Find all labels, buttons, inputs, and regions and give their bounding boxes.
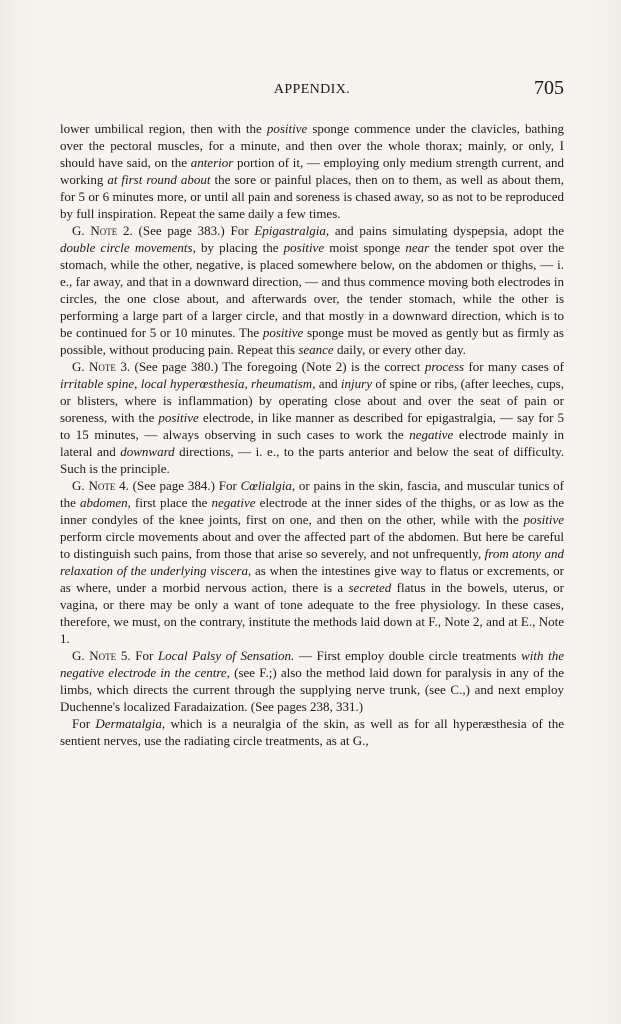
- text-run: For: [72, 716, 96, 731]
- text-run: 5. For: [116, 648, 158, 663]
- text-run: moist sponge: [324, 240, 406, 255]
- text-run: negative: [409, 427, 454, 442]
- text-run: of spine or ribs, (after leeches, cups, or blisters, where is inflammation) by operating close about and over the seat of pain or soreness, with the: [60, 376, 564, 425]
- text-run: secreted: [348, 580, 392, 595]
- text-run: process: [424, 359, 465, 374]
- text-run: anterior: [190, 155, 234, 170]
- text-run: sponge must be moved as gently but as firmly as possible, without producing pain. Repeat this: [60, 325, 564, 357]
- text-run: electrode mainly in lateral and: [60, 427, 564, 459]
- text-run: perform circle movements about and over the affected part of the abdomen. But here be careful to distinguish such pains, from those that arise so severely, and not unfrequently,: [60, 529, 564, 561]
- text-run: near: [405, 240, 430, 255]
- text-run: at first round about: [107, 172, 211, 187]
- text-run: the tender spot over the stomach, while the other, negative, is placed somewhere below, on the abdomen or thighs, — i. e., far away, and that in a downward direction, — and thus commence moving both electrodes in circles, the one close about, and afterwards over, the tender stomach, while the other is performing a large part of a larger circle, and that mostly in a downward direction, which is to be continued for 5 or 10 minutes. The: [60, 240, 565, 340]
- text-run: lower umbilical region, then with the: [60, 121, 267, 136]
- text-run: Note: [90, 223, 118, 238]
- text-run: 4. (See page 384.) For: [115, 478, 241, 493]
- text-run: with the negative electrode in the centre,: [60, 648, 565, 680]
- paragraph: [60, 477, 564, 647]
- text-run: downward: [120, 444, 175, 459]
- text-run: first place the: [130, 495, 212, 510]
- text-run: G.: [72, 359, 90, 374]
- text-run: daily, or every other day.: [333, 342, 466, 357]
- text-run: Note: [89, 359, 116, 374]
- text-run: G.: [72, 223, 91, 238]
- text-run: Cœlialgia,: [240, 478, 296, 493]
- text-run: seance: [298, 342, 334, 357]
- paragraph: [60, 647, 564, 715]
- text-run: Dermatalgia,: [95, 716, 166, 731]
- text-run: (see F.;) also the method laid down for paralysis in any of the limbs, which directs the current through the supplying nerve trunk, (see C.,) and next employ Duchenne's localized Faradaization. (See pages 238, 331.): [60, 665, 565, 714]
- text-run: and pains simulating dyspepsia, adopt the: [329, 223, 564, 238]
- text-run: positive: [283, 240, 325, 255]
- text-run: G.: [72, 478, 89, 493]
- text-run: double circle movements,: [60, 240, 196, 255]
- paragraph: [60, 120, 564, 222]
- text-run: by placing the: [195, 240, 284, 255]
- text-run: the sore or painful places, then on to them, as well as about them, for 5 or 6 minutes more, or until all pain and soreness is chased away, so as not to be reproduced by full inspiration. Repeat the same daily a few times.: [60, 172, 564, 221]
- running-head: APPENDIX.: [273, 82, 351, 97]
- paragraph: [60, 358, 564, 477]
- text-run: 3. (See page 380.) The foregoing (Note 2) is the correct: [115, 359, 425, 374]
- text-run: sponge commence under the clavicles, bathing over the pectoral muscles, for a minute, and then over the whole thorax; mainly, or only, I should have said, on the: [60, 121, 564, 170]
- text-run: — First employ double circle treatments: [294, 648, 522, 663]
- text-run: injury: [340, 376, 372, 391]
- text-run: as when the intestines give way to flatus or excrements, or as where, under a morbid nervous action, there is a: [60, 563, 565, 595]
- body-text: [60, 120, 564, 749]
- text-run: positive: [266, 121, 308, 136]
- text-run: abdomen,: [79, 495, 131, 510]
- text-run: Note: [88, 478, 116, 493]
- text-run: positive: [262, 325, 304, 340]
- paragraph: [60, 715, 564, 749]
- text-run: for many cases of: [464, 359, 564, 374]
- text-run: positive: [158, 410, 199, 425]
- text-run: which is a neuralgia of the skin, as well as for all hyperæsthesia of the sentient nerves, use the radiating circle treatments, as at G.,: [60, 716, 564, 748]
- text-run: flatus in the bowels, uterus, or vagina, or there may be only a want of tone adequate to the free physiology. In these cases, therefore, we must, on the contrary, institute the methods laid down at F., Note 2, and at E., Note 1.: [60, 580, 564, 646]
- text-run: irritable spine, local hyperœsthesia, rheumatism,: [60, 376, 316, 391]
- text-run: negative: [211, 495, 256, 510]
- text-run: electrode, in like manner as described for epigastralgia, — say for 5 to 15 minutes, — always observing in such cases to work the: [60, 410, 564, 442]
- text-run: Epigastralgia,: [254, 223, 330, 238]
- text-run: portion of it, — employing only medium strength current, and working: [60, 155, 564, 187]
- text-run: 2. (See page 383.) For: [117, 223, 255, 238]
- text-run: and: [315, 376, 341, 391]
- text-run: directions, — i. e., to the parts anterior and below the seat of difficulty. Such is the principle.: [60, 444, 564, 476]
- page-header: [60, 78, 564, 102]
- text-run: Note: [89, 648, 117, 663]
- text-run: or pains in the skin, fascia, and muscular tunics of the: [60, 478, 564, 510]
- text-run: G.: [72, 648, 90, 663]
- paragraph: [60, 222, 564, 358]
- page-number: 705: [534, 77, 564, 99]
- text-run: positive: [523, 512, 564, 527]
- text-run: from atony and relaxation of the underlying viscera,: [60, 546, 564, 578]
- text-run: Local Palsy of Sensation.: [157, 648, 295, 663]
- text-run: electrode at the inner sides of the thighs, or as low as the inner condyles of the knee joints, first on one, and then on the other, while with the: [60, 495, 564, 527]
